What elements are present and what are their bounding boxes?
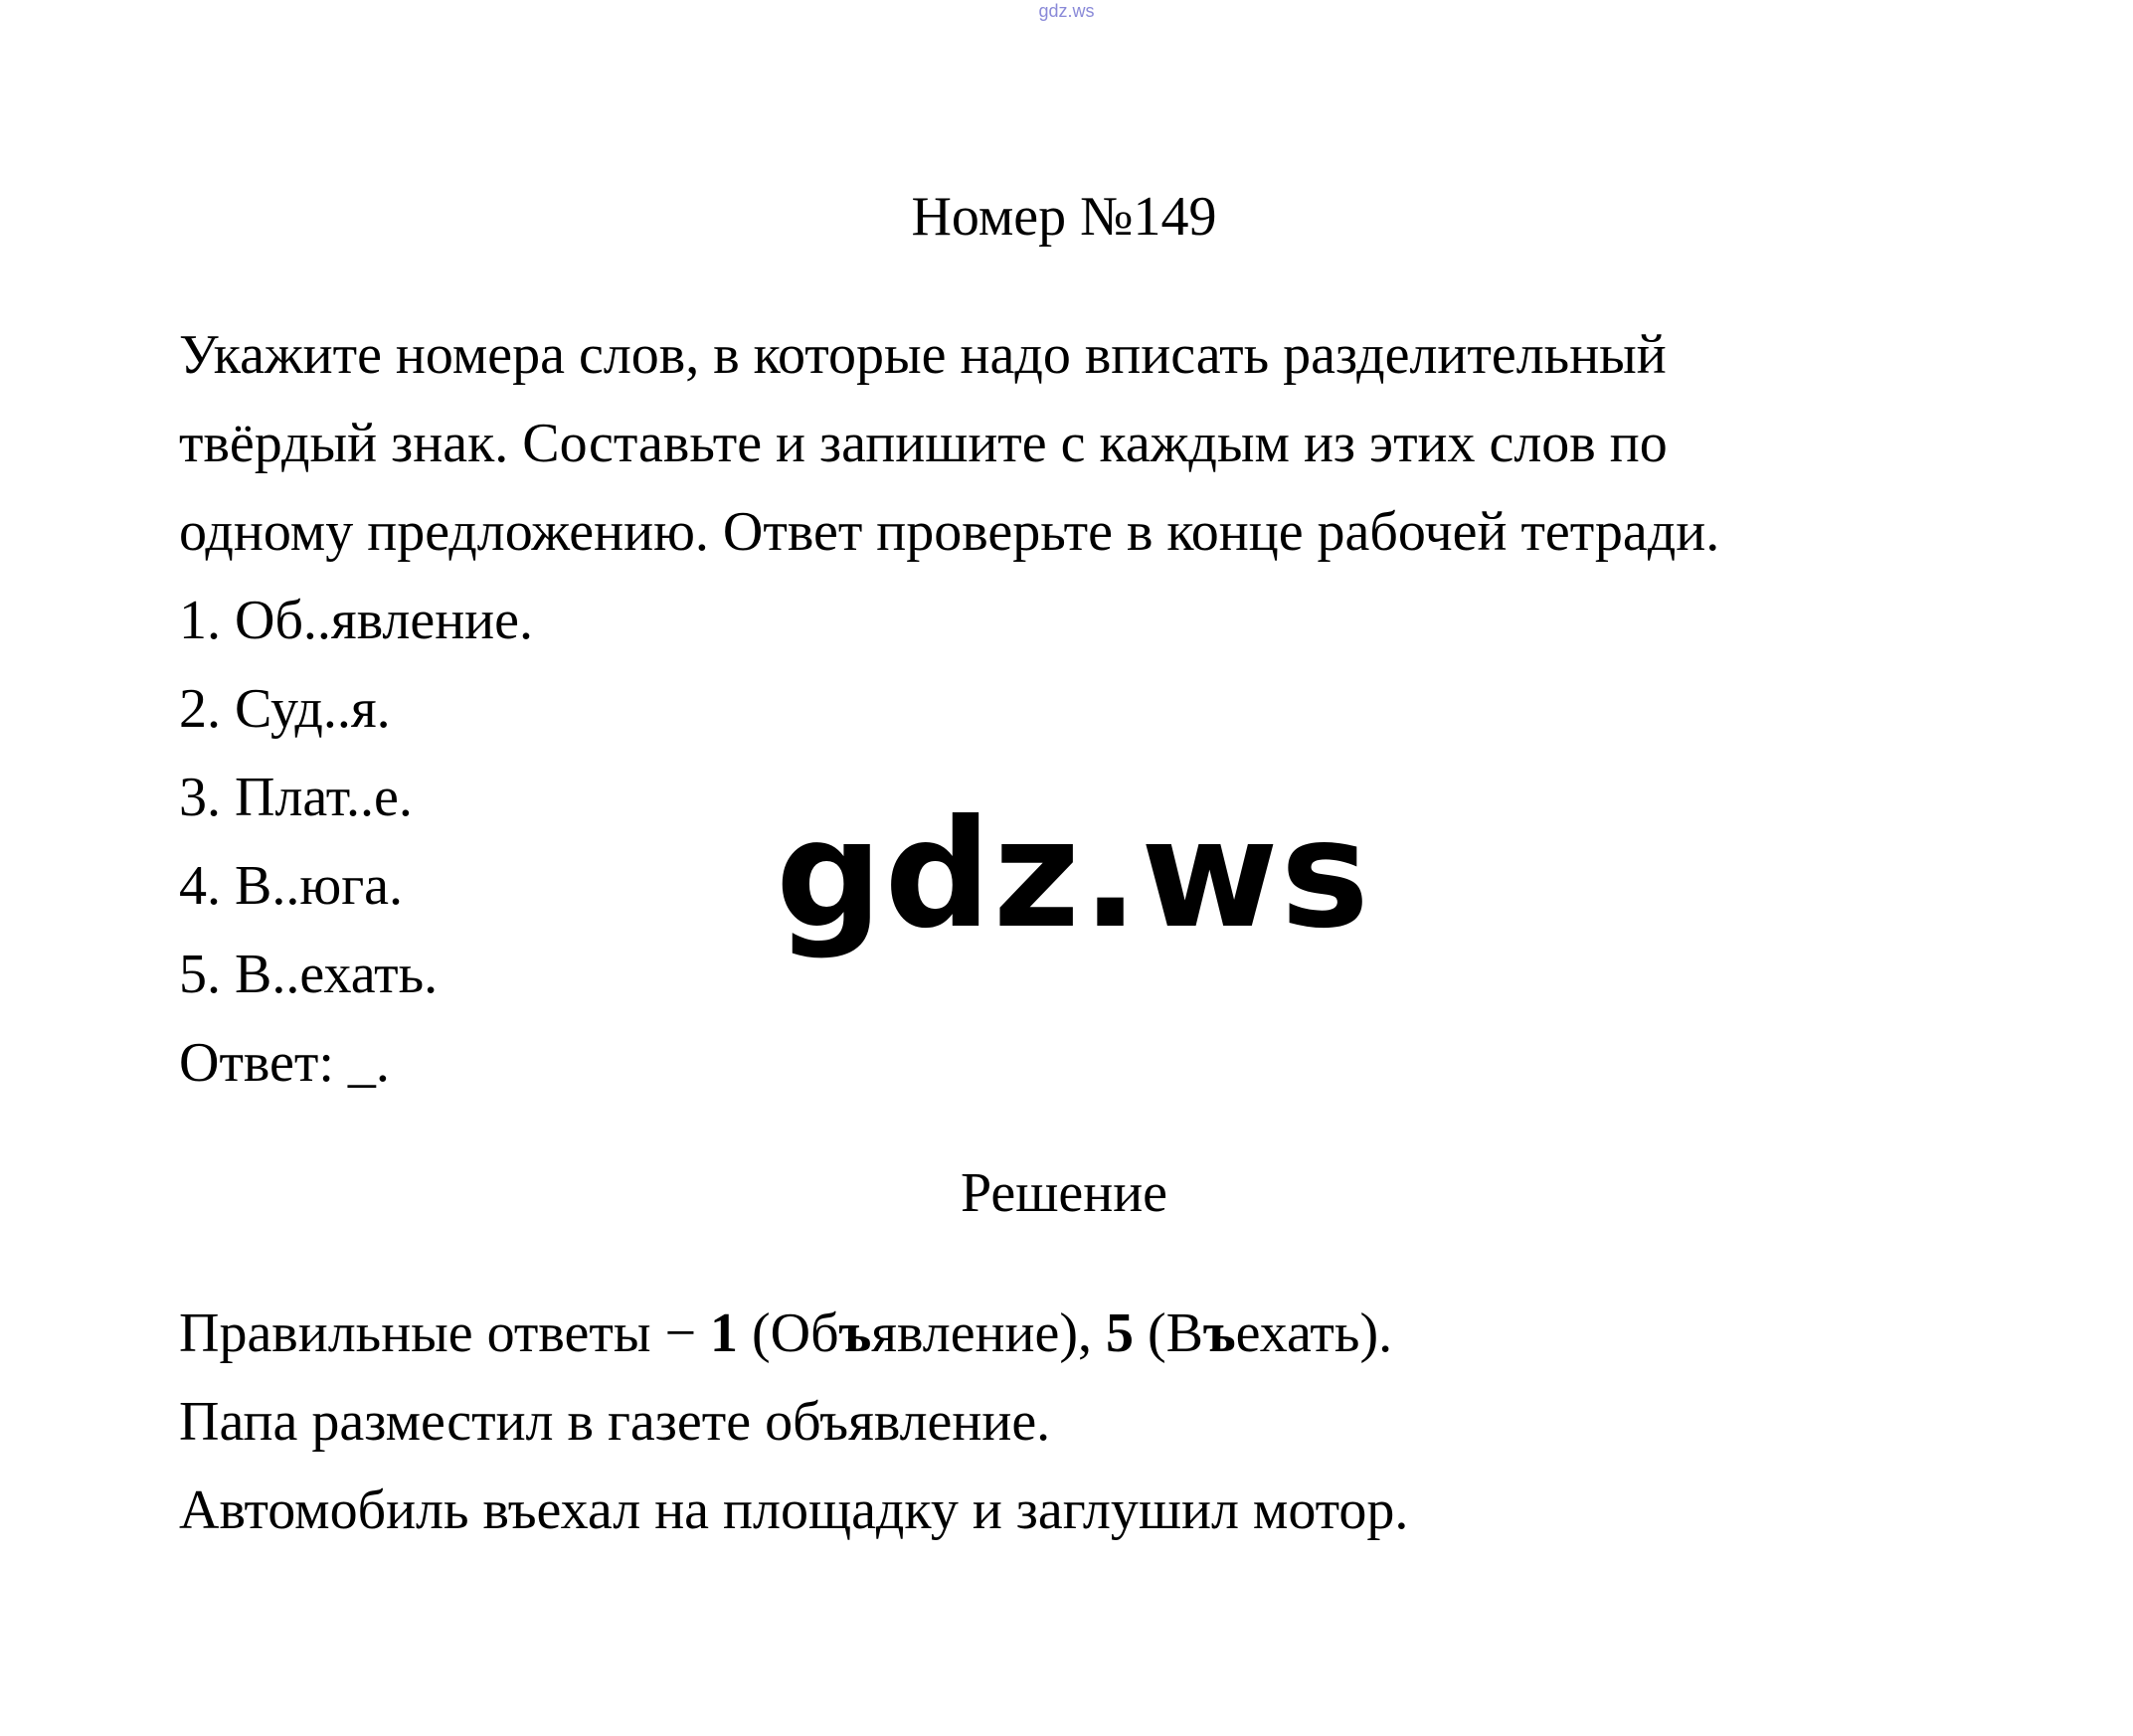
example-sentence: Папа разместил в газете объявление. [179,1391,1051,1453]
correct-answers-line [179,1290,1969,1378]
answer-word-2-post: ехать). [1235,1302,1393,1364]
watermark-logo: gdz.ws [776,788,1371,961]
solution-heading: Решение [960,1162,1168,1224]
answer-number-1: 1 [710,1302,739,1364]
task-item: 2. Суд..я. [179,678,391,740]
answer-line: Ответ: _. [179,1032,390,1094]
task-item: 3. Плат..е. [179,767,413,828]
task-text [179,311,1969,1108]
solution-text [179,1290,1969,1555]
task-line: Укажите номера слов, в которые надо вписать разделительный [179,324,1667,386]
answer-word-2-pre: (В [1133,1302,1203,1364]
task-item: 1. Об..явление. [179,590,533,651]
page-title: Номер №149 [911,186,1217,248]
answer-word-1-post: явление), [871,1302,1106,1364]
task-item: 5. В..ехать. [179,944,439,1005]
site-mark: gdz.ws [1038,1,1095,21]
answer-prefix: Правильные ответы − [179,1302,711,1364]
answer-word-2-hard-sign: ъ [1202,1302,1236,1364]
answer-word-1-pre: (Об [738,1302,839,1364]
answer-word-1-hard-sign: ъ [838,1302,872,1364]
task-line: твёрдый знак. Составьте и запишите с каждым из этих слов по [179,413,1668,474]
task-line: одному предложению. Ответ проверьте в конце рабочей тетради. [179,501,1720,563]
example-sentence: Автомобиль въехал на площадку и заглушил мотор. [179,1479,1409,1541]
task-item: 4. В..юга. [179,855,404,917]
answer-number-2: 5 [1105,1302,1134,1364]
